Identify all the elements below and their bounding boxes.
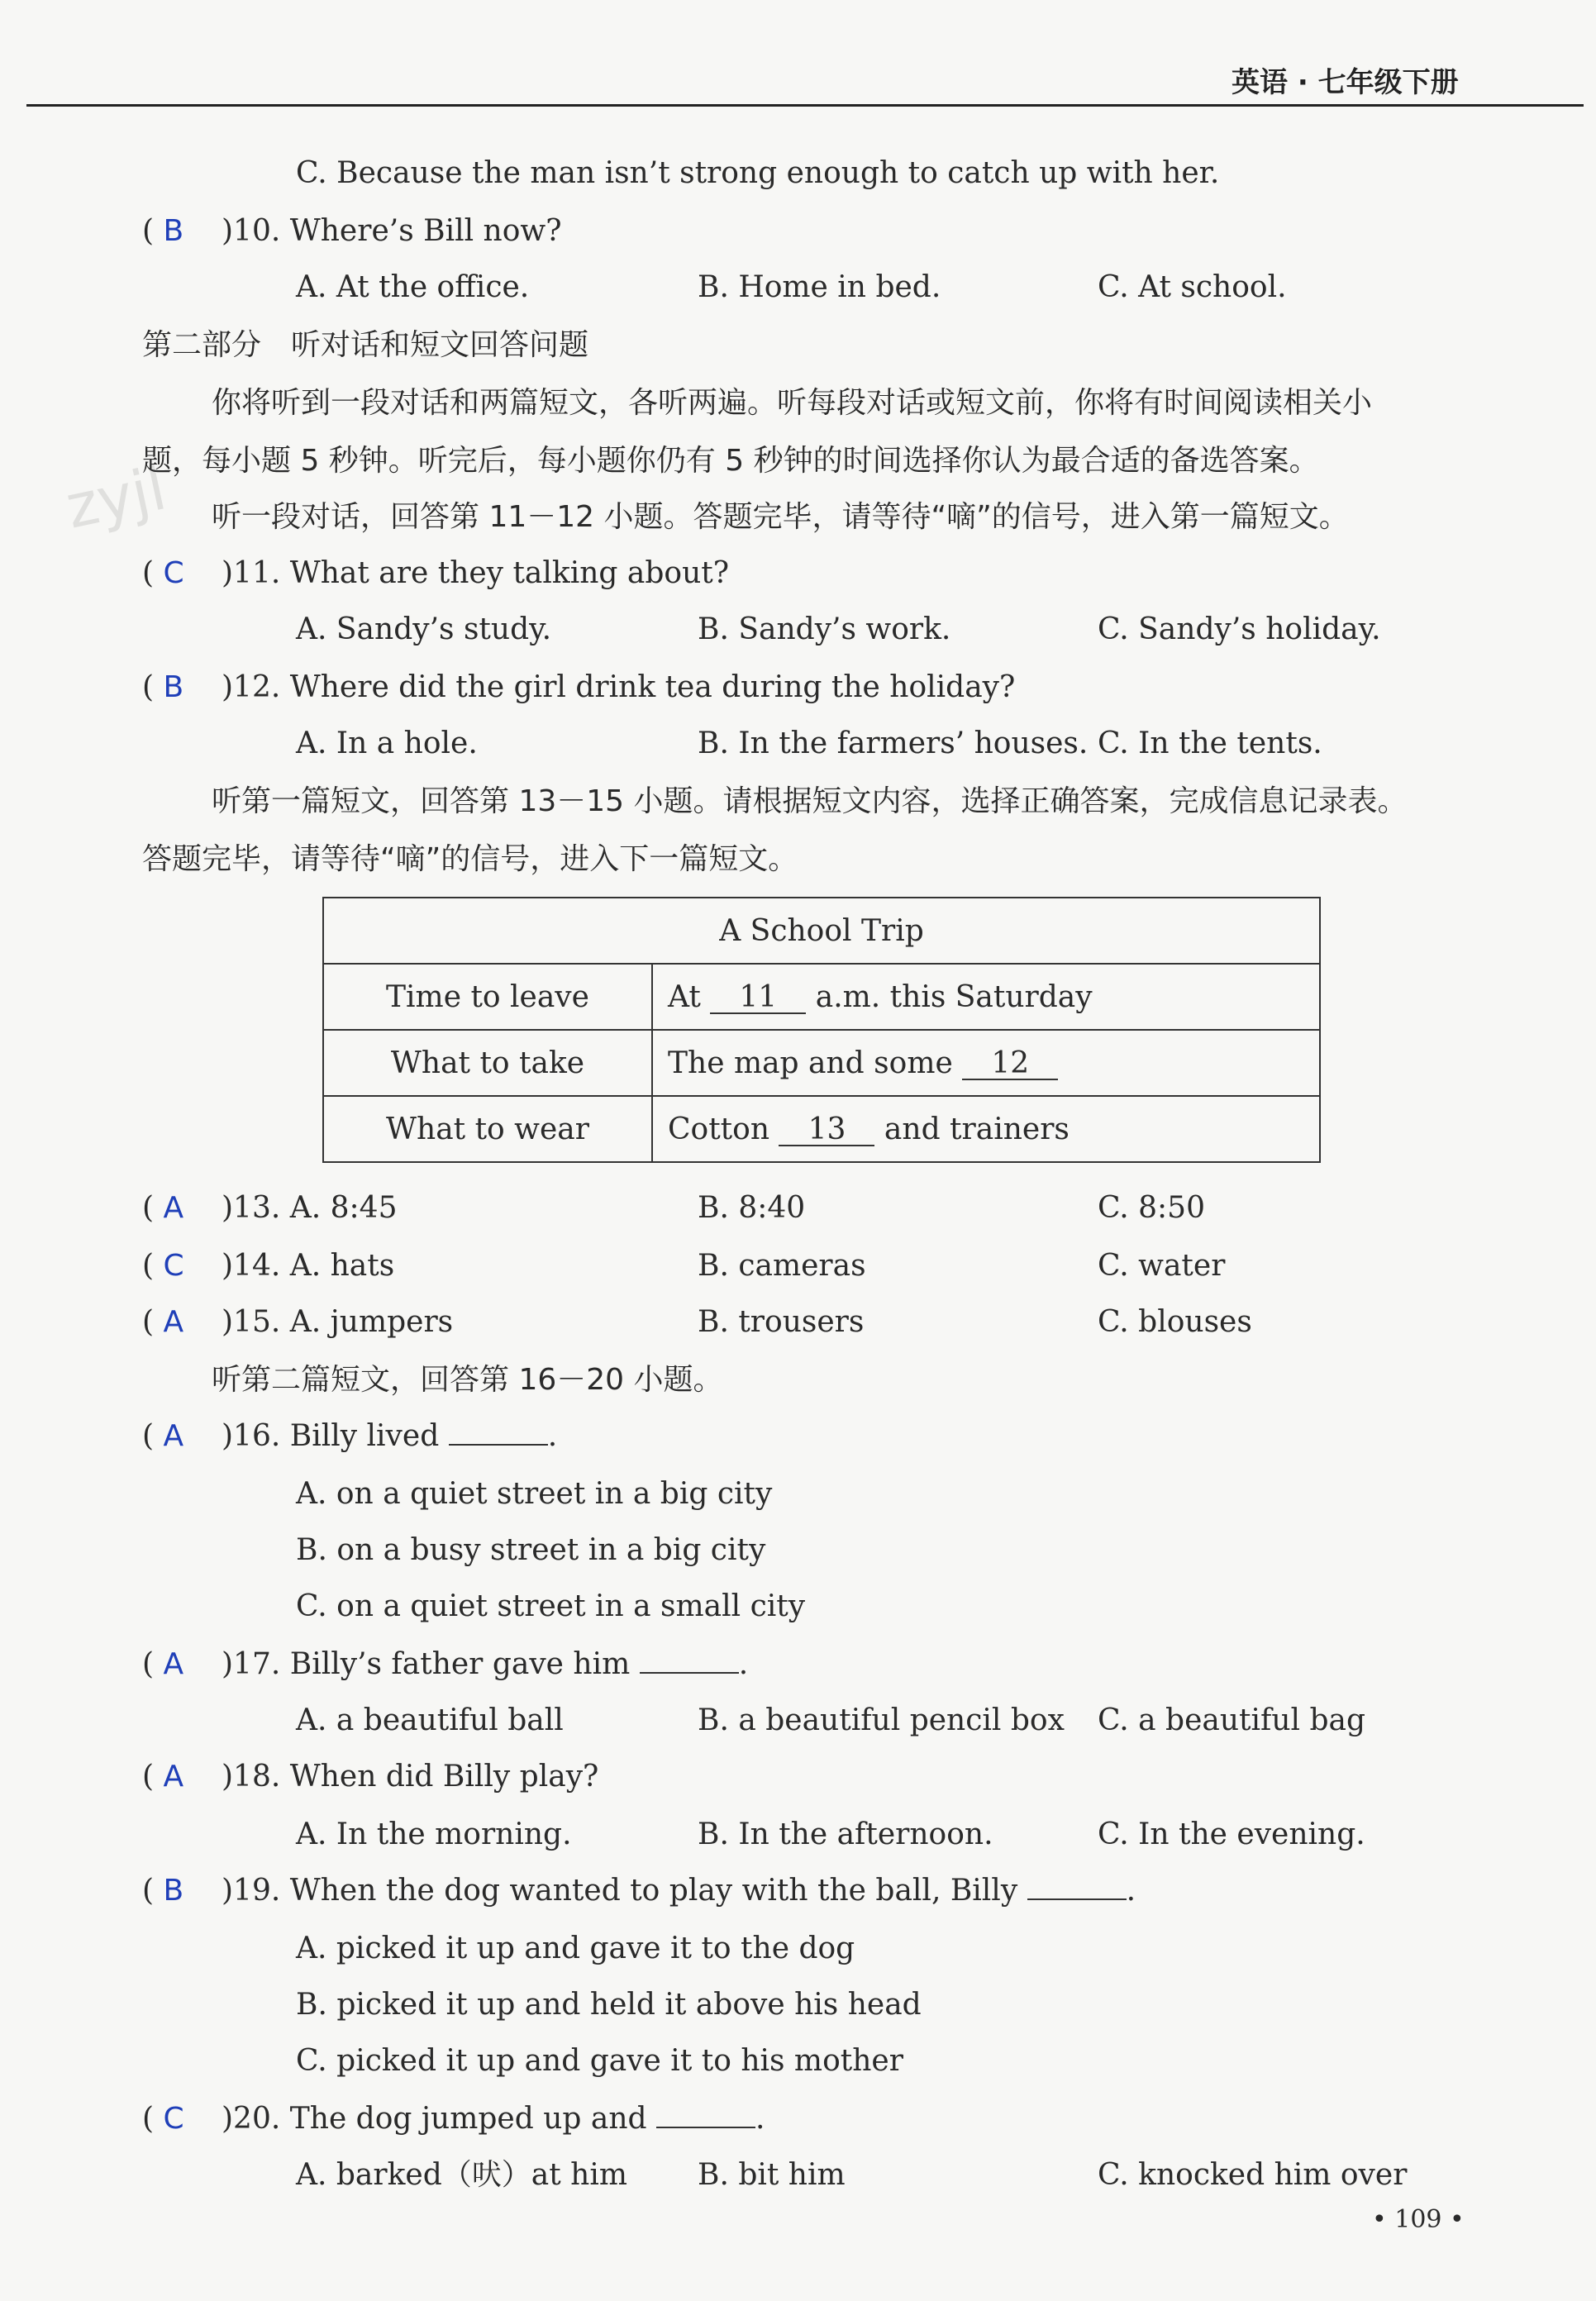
table-row	[323, 964, 1320, 1030]
q11-option-c: C. Sandy’s holiday.	[1098, 612, 1381, 646]
table-row-value	[652, 1096, 1320, 1162]
page-header-title: 英语 · 七年级下册	[1232, 66, 1459, 99]
q10-answer-slot: ( B	[142, 214, 184, 248]
q20-answer: C	[163, 2102, 184, 2136]
header-rule	[26, 104, 1584, 107]
q13-stem: )13. A. 8:45	[222, 1191, 398, 1225]
q20-answer-slot: ( C	[142, 2102, 184, 2136]
q18-answer-slot: ( A	[142, 1760, 184, 1794]
q19-answer: B	[163, 1874, 184, 1908]
q17-stem: )17. Billy’s father gave him	[222, 1647, 631, 1681]
q10-option-a: A. At the office.	[296, 270, 530, 304]
q12-option-b: B. In the farmers’ houses.	[698, 727, 1089, 760]
part2-intro-line1: 你将听到一段对话和两篇短文，各听两遍。听每段对话或短文前，你将有时间阅读相关小	[212, 386, 1373, 420]
table-row-label: Time to leave	[323, 964, 652, 1030]
q15-option-c: C. blouses	[1098, 1305, 1252, 1339]
q16-option-a: A. on a quiet street in a big city	[296, 1477, 773, 1511]
q17-answer: A	[163, 1647, 184, 1681]
q14-option-c: C. water	[1098, 1249, 1226, 1283]
q12-answer-slot: ( B	[142, 670, 184, 704]
q16-stem-line: )16. Billy lived .	[222, 1419, 558, 1453]
q15-option-b: B. trousers	[698, 1305, 865, 1339]
q13-option-b: B. 8:40	[698, 1191, 806, 1225]
q20-stem: )20. The dog jumped up and	[222, 2102, 647, 2136]
q10-option-b: B. Home in bed.	[698, 270, 941, 304]
row-pre-text: Cotton	[668, 1112, 770, 1146]
q13-answer-slot: ( A	[142, 1191, 184, 1225]
table-row	[323, 1096, 1320, 1162]
answer-blank: 13	[779, 1115, 874, 1146]
q18-option-c: C. In the evening.	[1098, 1817, 1365, 1851]
answer-blank	[449, 1444, 548, 1446]
q17-option-c: C. a beautiful bag	[1098, 1703, 1366, 1737]
q15-answer-slot: ( A	[142, 1305, 184, 1339]
q19-stem: )19. When the dog wanted to play with the ball, Billy	[222, 1874, 1018, 1908]
q20-stem-line: )20. The dog jumped up and .	[222, 2102, 765, 2136]
answer-blank	[656, 2127, 755, 2128]
row-post-text: and trainers	[884, 1112, 1070, 1146]
part2-intro-line2: 题，每小题 5 秒钟。听完后，每小题你仍有 5 秒钟的时间选择你认为最合适的备选答案。	[142, 444, 1319, 478]
q14-answer-slot: ( C	[142, 1249, 184, 1283]
answer-blank: 12	[962, 1049, 1058, 1080]
part2-heading: 第二部分 听对话和短文回答问题	[142, 328, 589, 362]
q17-stem-line: )17. Billy’s father gave him .	[222, 1647, 749, 1681]
q16-option-b: B. on a busy street in a big city	[296, 1533, 766, 1567]
q18-stem: )18. When did Billy play?	[222, 1760, 599, 1794]
q11-answer: C	[163, 556, 184, 590]
answer-blank	[1027, 1898, 1127, 1900]
page-number: • 109 •	[1372, 2205, 1465, 2234]
q15-stem: )15. A. jumpers	[222, 1305, 454, 1339]
q12-option-a: A. In a hole.	[296, 727, 478, 760]
passage1-intro-line1: 听第一篇短文，回答第 13－15 小题。请根据短文内容，选择正确答案，完成信息记录表。	[212, 784, 1408, 818]
q20-option-a: A. barked（吠）at him	[296, 2158, 627, 2192]
q9-option-c: C. Because the man isn’t strong enough to catch up with her.	[296, 156, 1220, 190]
row-pre-text: At	[668, 979, 701, 1014]
q11-option-a: A. Sandy’s study.	[296, 612, 552, 646]
table-title: A School Trip	[323, 898, 1320, 964]
q18-option-a: A. In the morning.	[296, 1817, 572, 1851]
q12-stem: )12. Where did the girl drink tea during the holiday?	[222, 670, 1016, 704]
q19-answer-slot: ( B	[142, 1874, 184, 1908]
q16-option-c: C. on a quiet street in a small city	[296, 1589, 806, 1623]
q13-answer: A	[163, 1191, 184, 1225]
table-row	[323, 1030, 1320, 1096]
q12-option-c: C. In the tents.	[1098, 727, 1322, 760]
q11-stem: )11. What are they talking about?	[222, 556, 730, 590]
table-row-value	[652, 964, 1320, 1030]
q16-answer: A	[163, 1419, 184, 1453]
passage2-intro: 听第二篇短文，回答第 16－20 小题。	[212, 1363, 723, 1397]
q19-stem-line: )19. When the dog wanted to play with the ball, Billy .	[222, 1874, 1136, 1908]
table-row-value	[652, 1030, 1320, 1096]
q20-option-b: B. bit him	[698, 2158, 846, 2192]
q14-option-b: B. cameras	[698, 1249, 866, 1283]
q16-answer-slot: ( A	[142, 1419, 184, 1453]
q18-option-b: B. In the afternoon.	[698, 1817, 993, 1851]
q17-answer-slot: ( A	[142, 1647, 184, 1681]
q11-answer-slot: ( C	[142, 556, 184, 590]
q19-option-b: B. picked it up and held it above his head	[296, 1988, 922, 2022]
q13-option-c: C. 8:50	[1098, 1191, 1205, 1225]
passage1-intro-line2: 答题完毕，请等待“嘀”的信号，进入下一篇短文。	[142, 842, 798, 876]
table-row-label: What to take	[323, 1030, 652, 1096]
row-post-text: a.m. this Saturday	[815, 979, 1093, 1014]
q12-answer: B	[163, 670, 184, 704]
q11-option-b: B. Sandy’s work.	[698, 612, 951, 646]
q20-option-c: C. knocked him over	[1098, 2158, 1408, 2192]
q10-stem: )10. Where’s Bill now?	[222, 214, 562, 248]
answer-blank	[640, 1672, 739, 1674]
q19-option-a: A. picked it up and gave it to the dog	[296, 1932, 855, 1965]
q17-option-a: A. a beautiful ball	[296, 1703, 564, 1737]
school-trip-table	[322, 897, 1321, 1163]
dialog-intro: 听一段对话，回答第 11－12 小题。答题完毕，请等待“嘀”的信号，进入第一篇短文。	[212, 500, 1349, 534]
q10-option-c: C. At school.	[1098, 270, 1287, 304]
q10-answer: B	[163, 214, 184, 248]
q14-stem: )14. A. hats	[222, 1249, 395, 1283]
q15-answer: A	[163, 1305, 184, 1339]
table-row-label: What to wear	[323, 1096, 652, 1162]
answer-blank: 11	[710, 983, 806, 1014]
watermark: zyjl	[60, 453, 172, 542]
q16-stem: )16. Billy lived	[222, 1419, 440, 1453]
q14-answer: C	[163, 1249, 184, 1283]
row-pre-text: The map and some	[668, 1046, 953, 1080]
q19-option-c: C. picked it up and gave it to his mother	[296, 2044, 903, 2078]
q18-answer: A	[163, 1760, 184, 1794]
q17-option-b: B. a beautiful pencil box	[698, 1703, 1065, 1737]
